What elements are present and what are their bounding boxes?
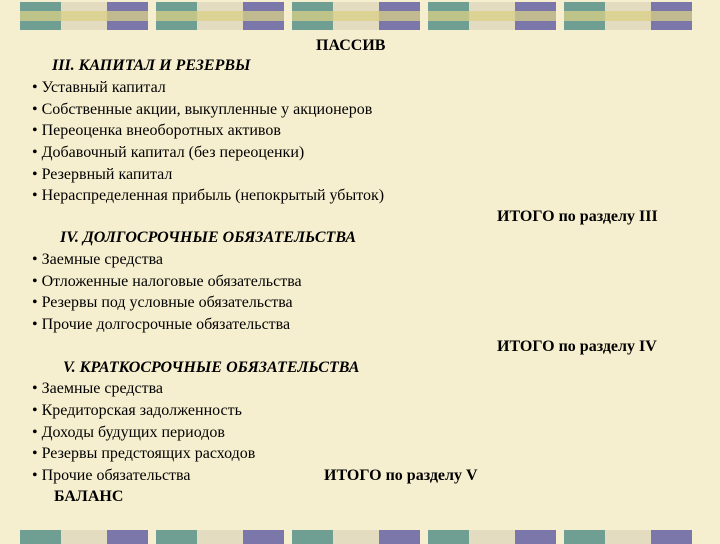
list-item: • Собственные акции, выкупленные у акционеров (32, 101, 373, 118)
section-4-total: ИТОГО по разделу IV (497, 338, 657, 355)
decor-block (156, 530, 284, 544)
section-4-heading: IV. ДОЛГОСРОЧНЫЕ ОБЯЗАТЕЛЬСТВА (60, 229, 357, 246)
top-decorative-border (0, 2, 720, 30)
section-3-total: ИТОГО по разделу III (497, 208, 658, 225)
list-item: • Прочие долгосрочные обязательства (32, 316, 291, 333)
decor-block (20, 2, 148, 30)
list-item: • Переоценка внеоборотных активов (32, 122, 281, 139)
list-item: • Прочие обязательства (32, 467, 191, 484)
section-5-total: ИТОГО по разделу V (324, 467, 478, 484)
decor-block (564, 2, 692, 30)
decor-block (20, 530, 148, 544)
list-item: • Заемные средства (32, 380, 164, 397)
list-item: • Доходы будущих периодов (32, 424, 225, 441)
decor-block (292, 530, 420, 544)
bottom-decorative-border (0, 530, 720, 544)
list-item: • Добавочный капитал (без переоценки) (32, 144, 305, 161)
decor-block (564, 530, 692, 544)
decor-block (292, 2, 420, 30)
section-3-heading: III. КАПИТАЛ И РЕЗЕРВЫ (52, 57, 251, 74)
list-item: • Резервный капитал (32, 166, 173, 183)
list-item: • Резервы под условные обязательства (32, 294, 293, 311)
list-item: • Кредиторская задолженность (32, 402, 242, 419)
page-title: ПАССИВ (316, 37, 386, 54)
list-item: • Нераспределенная прибыль (непокрытый убыток) (32, 187, 385, 204)
balance-label: БАЛАНС (54, 488, 124, 505)
decor-block (428, 530, 556, 544)
list-item: • Уставный капитал (32, 79, 166, 96)
decor-block (156, 2, 284, 30)
section-5-heading: V. КРАТКОСРОЧНЫЕ ОБЯЗАТЕЛЬСТВА (63, 359, 360, 376)
list-item: • Отложенные налоговые обязательства (32, 273, 302, 290)
list-item: • Заемные средства (32, 251, 164, 268)
list-item: • Резервы предстоящих расходов (32, 445, 256, 462)
decor-block (428, 2, 556, 30)
